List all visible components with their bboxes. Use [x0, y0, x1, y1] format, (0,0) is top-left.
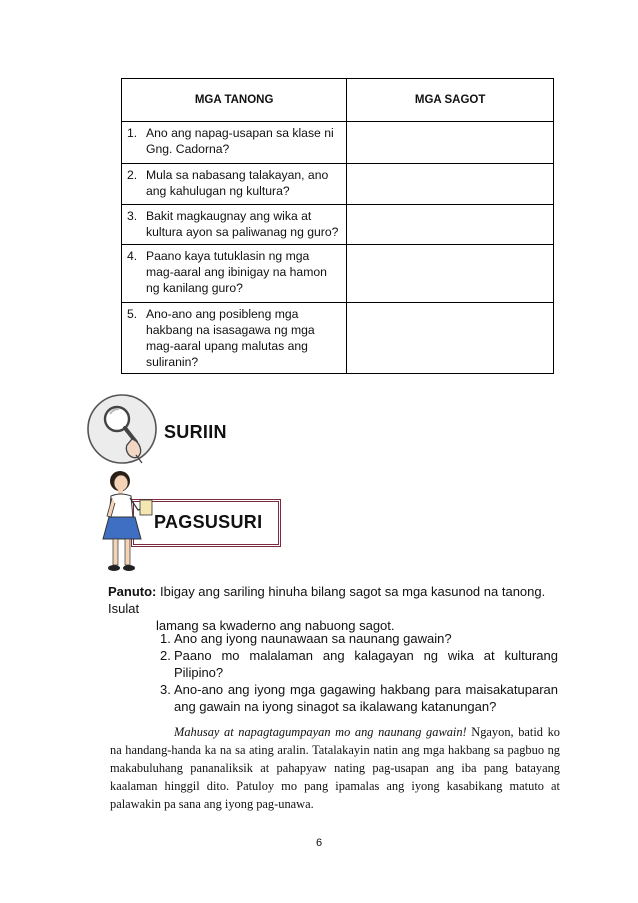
question-cell [122, 122, 347, 164]
student-girl-illustration [98, 470, 158, 574]
question-number: 2. [127, 168, 138, 182]
list-item [160, 630, 558, 647]
item-text: Ano ang iyong naunawaan sa naunang gawain? [174, 631, 452, 646]
item-number: 3. [160, 682, 171, 697]
question-cell [122, 303, 347, 374]
question-cell [122, 245, 347, 303]
question-cell [122, 164, 347, 205]
paragraph-body: Ngayon, batid ko na handang-handa ka na sa ating aralin. Tatalakayin natin ang mga hakbang sa pagbuo ng makabuluhang pananaliksik at pahapyaw nating pag-usapan ang iba pang batayang kaalaman hinggil dito. Patuloy mo pang ipamalas ang iyong kasabikang matuto at palawakin pa sana ang iyong pag-unawa. [110, 725, 560, 812]
question-text: Ano ang napag-usapan sa klase ni Gng. Cadorna? [146, 126, 334, 156]
instructions-label: Panuto: [108, 584, 157, 599]
question-number: 4. [127, 249, 138, 263]
table-row [122, 245, 554, 303]
list-item [160, 681, 558, 715]
section-title-suriin: SURIIN [164, 422, 227, 442]
item-number: 2. [160, 648, 171, 663]
table-header-row [122, 79, 554, 122]
table-row [122, 205, 554, 245]
question-number: 1. [127, 126, 138, 140]
list-item [160, 647, 558, 681]
table-row [122, 303, 554, 374]
answer-cell[interactable] [347, 122, 554, 164]
table-row [122, 122, 554, 164]
header-mga-sagot: MGA SAGOT [347, 79, 554, 122]
item-text: Paano mo malalaman ang kalagayan ng wika at kulturang Pilipino? [174, 648, 558, 680]
question-text: Bakit magkaugnay ang wika at kultura ayon sa paliwanag ng guro? [146, 209, 339, 239]
questions-answers-table [121, 78, 554, 374]
question-cell [122, 205, 347, 245]
item-text: Ano-ano ang iyong mga gagawing hakbang para maisakatuparan ang gawain na iyong sinagot sa ikalawang katanungan? [174, 682, 558, 714]
page-number: 6 [315, 837, 323, 849]
table-row [122, 164, 554, 205]
answer-cell[interactable] [347, 164, 554, 205]
paragraph-lead: Mahusay at napagtagumpayan mo ang naunang gawain! [174, 725, 467, 740]
answer-cell[interactable] [347, 303, 554, 374]
instructions [108, 583, 558, 634]
header-mga-tanong: MGA TANONG [122, 79, 347, 122]
answer-cell[interactable] [347, 205, 554, 245]
magnifying-glass-icon [86, 393, 158, 465]
question-text: Paano kaya tutuklasin ng mga mag-aaral ang ibinigay na hamon ng kanilang guro? [146, 249, 327, 295]
question-number: 3. [127, 209, 138, 223]
answer-cell[interactable] [347, 245, 554, 303]
question-number: 5. [127, 307, 138, 321]
closing-paragraph [110, 723, 560, 813]
item-number: 1. [160, 631, 171, 646]
instructions-line-2: lamang sa kwaderno ang nabuong sagot. [156, 618, 395, 633]
reflection-questions [160, 630, 558, 715]
section-title-pagsusuri: PAGSUSURI [154, 512, 263, 532]
instructions-line-1: Ibigay ang sariling hinuha bilang sagot sa mga kasunod na tanong. Isulat [108, 584, 546, 616]
question-text: Ano-ano ang posibleng mga hakbang na isasagawa ng mga mag-aaral upang malutas ang suliranin? [146, 307, 315, 369]
question-text: Mula sa nabasang talakayan, ano ang kahulugan ng kultura? [146, 168, 329, 198]
